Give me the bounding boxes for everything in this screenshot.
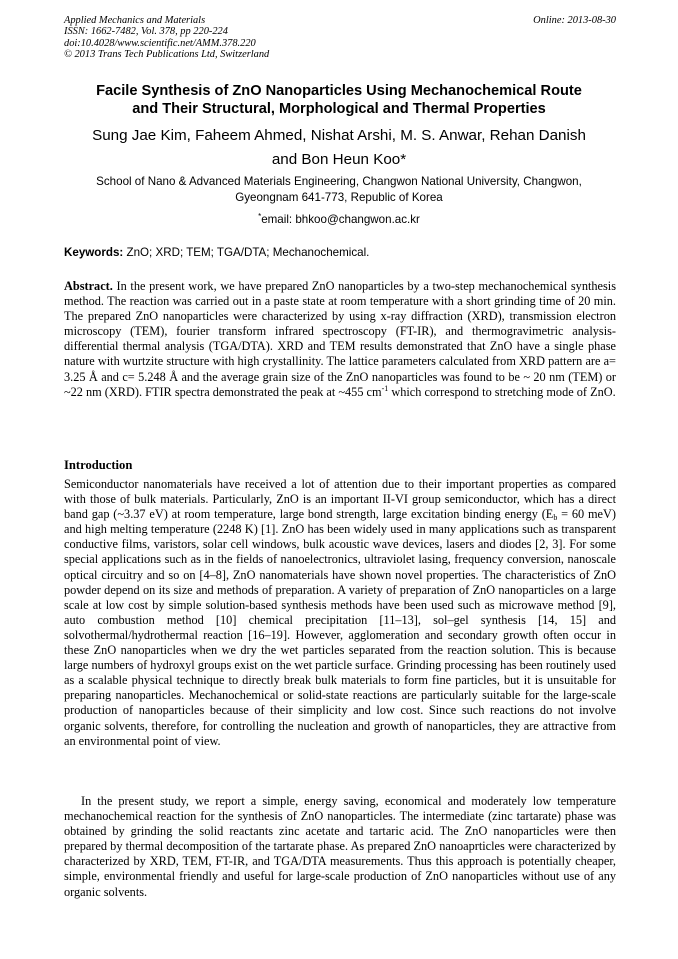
abstract-paragraph [64,279,616,400]
affiliation-line-1: School of Nano & Advanced Materials Engineering, Changwon National University, Changwon, [96,175,582,188]
paper-title [40,82,638,118]
abstract-label: Abstract. [64,279,113,293]
keywords-line [64,245,616,261]
email-marker: * [258,212,262,221]
introduction-heading: Introduction [64,458,133,472]
introduction-paragraph-2: In the present study, we report a simple, energy saving, economical and moderately low temperature mechanochemical reaction for the synthesis of ZnO nanoparticles. The intermediate (zinc tartarate) phase was obtained by grinding the solid reactants zinc acetate and tartaric acid. The ZnO nanoparticles were then prepared by thermal decomposition of the tartarate phase. As prepared ZnO nanoaprticles were characterized by characterized by XRD, TEM, FT-IR, and TGA/DTA measurements. Thus this approach is potentially cheaper, simple, environmental friendly and useful for large-scale production of ZnO nanoparticles without use of any organic solvents. [64,794,616,899]
online-date: Online: 2013-08-30 [533,15,616,26]
introduction-paragraph-1 [64,477,616,749]
keywords-text: ZnO; XRD; TEM; TGA/DTA; Mechanochemical. [123,246,370,259]
abstract-text-part-2: which correspond to stretching mode of ZnO. [388,384,616,399]
email-text: email: bhkoo@changwon.ac.kr [261,213,420,226]
authors-line-2: and Bon Heun Koo* [271,151,407,168]
doi-line: doi:10.4028/www.scientific.net/AMM.378.220 [64,37,256,49]
title-line-2: and Their Structural, Morphological and Thermal Properties [132,101,546,117]
intro-p1-part-1: Semiconductor nanomaterials have received a lot of attention due to their important properties as compared with those of bulk materials. Particularly, ZnO is an important II-VI group semiconductor, which has a direct band gap (~3.37 eV) at room temperature, large bond strength, large excitation binding energy (E [64,477,616,522]
journal-header [64,15,616,61]
intro-p1-subscript: b [553,513,558,523]
title-line-1: Facile Synthesis of ZnO Nanoparticles Using Mechanochemical Route [96,83,582,99]
affiliation [40,174,638,206]
intro-p1-part-2: = 60 meV) and high melting temperature (2248 K) [1]. ZnO has been widely used in many applications such as transparent conductive films, varistors, solar cell windows, bulk acoustic wave devices, lasers and diodes [2, 3]. For some special applications such as in the fields of nanoelectronics, ultraviolet lasing, frequency conversion, nanoscale optical circuitry and so on [4–8], ZnO nanomaterials have shown novel properties. The characteristics of ZnO powder depend on its size and methods of preparation. A variety of preparation of ZnO nanoparticles on a large scale at low cost by simple solution-based synthesis methods have been used such as microwave method [9], auto combustion method [10] chemical precipitation [11–13], sol–gel synthesis [14, 15] and solvothermal/hydrothermal reaction [16–19]. However, agglomeration and secondary growth often occur in these ZnO nanoparticles when we dry the wet particles separated from the reaction solution. This is because large numbers of hydroxyl groups exist on the wet particle surface. Grinding processing has been routinely used as a scalable physical technique to directly break bulk materials to form fine particles, but it is unsuitable for preparing nanoparticles. Mechanochemical or solid-state reactions are particularly suitable for the large-scale production of nanoparticles because of their simplicity and low cost. Since such reactions do not involve organic solvents, therefore, for controlling the nucleation and growth of nanoparticles, they are attractive from an environmental point of view. [64,507,616,748]
affiliation-line-2: Gyeongnam 641-773, Republic of Korea [235,191,443,204]
journal-name: Applied Mechanics and Materials [64,15,206,26]
keywords-label: Keywords: [64,246,124,259]
copyright-line: © 2013 Trans Tech Publications Ltd, Switzerland [64,49,270,61]
authors-line-1: Sung Jae Kim, Faheem Ahmed, Nishat Arshi, M. S. Anwar, Rehan Danish [92,127,586,144]
abstract-superscript: -1 [381,383,389,393]
abstract-text-part-1: In the present work, we have prepared ZnO nanoparticles by a two-step mechanochemical synthesis method. The reaction was carried out in a paste state at room temperature with a short grinding time of 20 min. The prepared ZnO nanoparticles were characterized by using x-ray diffraction (XRD), transmission electron microscopy (TEM), fourier transform infrared spectroscopy (FT-IR), and thermogravimetric analysis-differential thermal analysis (TGA/DTA). XRD and TEM results demonstrated that ZnO have a single phase nature with wurtzite structure with high crystallinity. The lattice parameters calculated from XRD pattern are a= 3.25 Å and c= 5.248 Å and the average grain size of the ZnO nanoparticles was found to be ~ 20 nm (TEM) or ~22 nm (XRD). FTIR spectra demonstrated the peak at ~455 cm [64,279,616,399]
corresponding-email [40,209,638,228]
author-list [40,124,638,172]
issn-line: ISSN: 1662-7482, Vol. 378, pp 220-224 [64,26,228,38]
